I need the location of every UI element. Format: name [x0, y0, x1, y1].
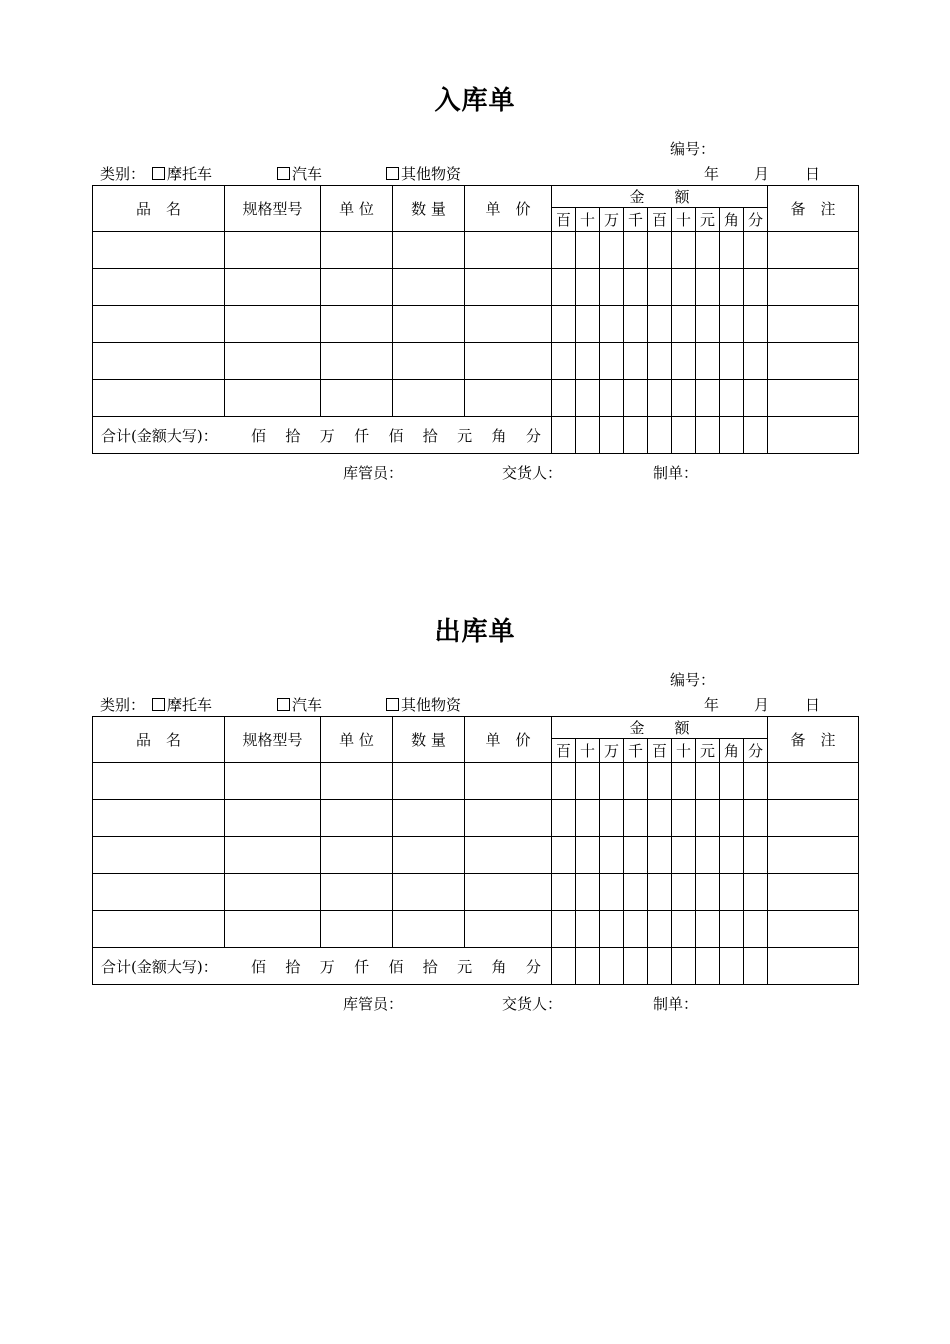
- total-digit-cell[interactable]: [648, 948, 672, 985]
- entry-cell[interactable]: [648, 306, 672, 343]
- table-row: [93, 800, 859, 837]
- header-remarks: 备 注: [768, 717, 859, 763]
- entry-cell[interactable]: [552, 232, 576, 269]
- category-option-motorcycle[interactable]: [152, 694, 212, 715]
- entry-cell[interactable]: [624, 306, 648, 343]
- entry-cell[interactable]: [465, 800, 552, 837]
- table-row: [93, 343, 859, 380]
- total-digit-cell[interactable]: [600, 417, 624, 454]
- entry-cell[interactable]: [321, 800, 393, 837]
- header-unit-price: 单 价: [465, 186, 552, 232]
- entry-cell[interactable]: [225, 343, 321, 380]
- total-unit-label: 分: [525, 426, 541, 445]
- total-amount-in-words[interactable]: [93, 417, 552, 454]
- header-quantity: 数 量: [393, 717, 465, 763]
- entry-cell[interactable]: [768, 306, 859, 343]
- entry-cell[interactable]: [576, 874, 600, 911]
- entry-cell[interactable]: [648, 380, 672, 417]
- header-amount-digit: 十: [576, 739, 600, 763]
- entry-cell[interactable]: [465, 306, 552, 343]
- total-unit-label: 佰: [388, 957, 404, 976]
- entry-cell[interactable]: [393, 874, 465, 911]
- entry-cell[interactable]: [648, 763, 672, 800]
- table-row: [93, 763, 859, 800]
- entry-cell[interactable]: [393, 232, 465, 269]
- total-unit-label: 佰: [251, 957, 267, 976]
- entry-cell[interactable]: [93, 911, 225, 948]
- header-amount-digit: 元: [696, 208, 720, 232]
- form-title: 入库单: [434, 86, 516, 116]
- entry-cell[interactable]: [393, 911, 465, 948]
- total-unit-label: 仟: [354, 426, 370, 445]
- total-digit-cell[interactable]: [552, 417, 576, 454]
- entry-cell[interactable]: [225, 911, 321, 948]
- entry-cell[interactable]: [465, 763, 552, 800]
- entry-cell[interactable]: [672, 874, 696, 911]
- entry-cell[interactable]: [768, 911, 859, 948]
- header-amount-digit: 角: [720, 208, 744, 232]
- header-item-name: 品 名: [93, 186, 225, 232]
- category-option-other-goods[interactable]: [386, 163, 461, 184]
- entry-cell[interactable]: [744, 269, 768, 306]
- entry-cell[interactable]: [720, 763, 744, 800]
- total-digit-cell[interactable]: [672, 417, 696, 454]
- checkbox-icon[interactable]: [152, 698, 165, 711]
- entry-cell[interactable]: [552, 911, 576, 948]
- entry-cell[interactable]: [600, 763, 624, 800]
- entry-cell[interactable]: [576, 837, 600, 874]
- category-option-other-goods[interactable]: [386, 694, 461, 715]
- entry-cell[interactable]: [696, 232, 720, 269]
- entry-cell[interactable]: [672, 837, 696, 874]
- category-label: 类别：: [100, 696, 146, 714]
- entry-cell[interactable]: [552, 343, 576, 380]
- total-unit-label: 角: [491, 957, 507, 976]
- entry-cell[interactable]: [321, 269, 393, 306]
- header-amount-digit: 百: [648, 208, 672, 232]
- entry-cell[interactable]: [321, 343, 393, 380]
- entry-cell[interactable]: [93, 232, 225, 269]
- entry-cell[interactable]: [576, 269, 600, 306]
- entry-cell[interactable]: [768, 874, 859, 911]
- total-digit-cell[interactable]: [720, 948, 744, 985]
- entry-cell[interactable]: [744, 343, 768, 380]
- total-digit-cell[interactable]: [552, 948, 576, 985]
- entry-cell[interactable]: [600, 232, 624, 269]
- entry-cell[interactable]: [93, 306, 225, 343]
- total-digit-cell[interactable]: [576, 417, 600, 454]
- entry-cell[interactable]: [672, 306, 696, 343]
- table-row: [93, 232, 859, 269]
- header-unit-price: 单 价: [465, 717, 552, 763]
- table-row: [93, 911, 859, 948]
- category-option-car[interactable]: [277, 694, 322, 715]
- entry-cell[interactable]: [576, 232, 600, 269]
- entry-cell[interactable]: [720, 874, 744, 911]
- total-remarks-cell[interactable]: [768, 948, 859, 985]
- header-amount-digit: 角: [720, 739, 744, 763]
- entry-cell[interactable]: [576, 343, 600, 380]
- entry-cell[interactable]: [93, 380, 225, 417]
- total-unit-label: 拾: [422, 957, 438, 976]
- entry-cell[interactable]: [624, 837, 648, 874]
- checkbox-icon[interactable]: [277, 167, 290, 180]
- form-title: 出库单: [434, 617, 516, 647]
- header-amount-digit: 百: [648, 739, 672, 763]
- entry-cell[interactable]: [393, 837, 465, 874]
- entry-cell[interactable]: [225, 800, 321, 837]
- category-option-label: 汽车: [292, 696, 323, 714]
- header-amount-digit: 分: [744, 208, 768, 232]
- date-month-label: 月: [754, 165, 770, 183]
- total-amount-in-words[interactable]: [93, 948, 552, 985]
- entry-cell[interactable]: [93, 837, 225, 874]
- entry-cell[interactable]: [321, 380, 393, 417]
- total-digit-cell[interactable]: [672, 948, 696, 985]
- entry-cell[interactable]: [465, 269, 552, 306]
- header-amount-digit: 万: [600, 739, 624, 763]
- entry-cell[interactable]: [720, 232, 744, 269]
- header-amount-digit: 千: [624, 739, 648, 763]
- entry-cell[interactable]: [225, 837, 321, 874]
- entry-cell[interactable]: [624, 911, 648, 948]
- entry-cell[interactable]: [393, 269, 465, 306]
- entry-cell[interactable]: [600, 874, 624, 911]
- deliverer-label: 交货人：: [502, 995, 563, 1013]
- entry-cell[interactable]: [552, 269, 576, 306]
- entry-cell[interactable]: [393, 306, 465, 343]
- entry-cell[interactable]: [600, 800, 624, 837]
- entry-cell[interactable]: [576, 800, 600, 837]
- entry-cell[interactable]: [465, 343, 552, 380]
- entry-cell[interactable]: [696, 874, 720, 911]
- entry-cell[interactable]: [672, 232, 696, 269]
- date-month-label: 月: [754, 696, 770, 714]
- header-amount-digit: 十: [672, 208, 696, 232]
- entry-cell[interactable]: [576, 763, 600, 800]
- entry-cell[interactable]: [465, 380, 552, 417]
- form-table: [92, 716, 859, 985]
- prepared-by-label: 制单：: [653, 995, 699, 1013]
- entry-cell[interactable]: [768, 269, 859, 306]
- header-amount-digit: 元: [696, 739, 720, 763]
- date-year-label: 年: [704, 165, 720, 183]
- entry-cell[interactable]: [225, 269, 321, 306]
- category-option-label: 摩托车: [167, 165, 213, 183]
- total-digit-cell[interactable]: [696, 948, 720, 985]
- entry-cell[interactable]: [648, 874, 672, 911]
- entry-cell[interactable]: [648, 232, 672, 269]
- entry-cell[interactable]: [720, 269, 744, 306]
- entry-cell[interactable]: [225, 763, 321, 800]
- warehouse-keeper-label: 库管员：: [343, 464, 404, 482]
- entry-cell[interactable]: [672, 911, 696, 948]
- entry-cell[interactable]: [768, 232, 859, 269]
- entry-cell[interactable]: [624, 380, 648, 417]
- header-amount: 金 额: [552, 186, 768, 208]
- total-unit-label: 拾: [285, 957, 301, 976]
- entry-cell[interactable]: [465, 232, 552, 269]
- entry-cell[interactable]: [648, 343, 672, 380]
- header-amount-digit: 十: [576, 208, 600, 232]
- entry-cell[interactable]: [465, 911, 552, 948]
- header-item-name: 品 名: [93, 717, 225, 763]
- category-option-label: 其他物资: [401, 696, 462, 714]
- table-row: [93, 380, 859, 417]
- total-label: 合计(金额大写)：: [101, 426, 218, 445]
- entry-cell[interactable]: [720, 800, 744, 837]
- total-unit-label: 仟: [354, 957, 370, 976]
- entry-cell[interactable]: [321, 837, 393, 874]
- header-unit: 单 位: [321, 186, 393, 232]
- total-unit-label: 拾: [285, 426, 301, 445]
- total-unit-label: 万: [319, 426, 335, 445]
- total-unit-label: 万: [319, 957, 335, 976]
- entry-cell[interactable]: [768, 763, 859, 800]
- date-day-label: 日: [805, 165, 821, 183]
- entry-cell[interactable]: [696, 763, 720, 800]
- entry-cell[interactable]: [744, 380, 768, 417]
- total-unit-label: 角: [491, 426, 507, 445]
- category-option-car[interactable]: [277, 163, 322, 184]
- entry-cell[interactable]: [225, 232, 321, 269]
- entry-cell[interactable]: [393, 763, 465, 800]
- entry-cell[interactable]: [93, 800, 225, 837]
- total-unit-label: 分: [525, 957, 541, 976]
- entry-cell[interactable]: [321, 232, 393, 269]
- entry-cell[interactable]: [744, 800, 768, 837]
- total-unit-label: 佰: [251, 426, 267, 445]
- entry-cell[interactable]: [321, 306, 393, 343]
- entry-cell[interactable]: [600, 837, 624, 874]
- entry-cell[interactable]: [696, 306, 720, 343]
- entry-cell[interactable]: [768, 837, 859, 874]
- entry-cell[interactable]: [672, 343, 696, 380]
- header-amount-digit: 十: [672, 739, 696, 763]
- entry-cell[interactable]: [600, 911, 624, 948]
- total-unit-label: 拾: [422, 426, 438, 445]
- entry-cell[interactable]: [624, 874, 648, 911]
- serial-number-label: 编号：: [670, 671, 716, 689]
- entry-cell[interactable]: [744, 837, 768, 874]
- header-amount-digit: 千: [624, 208, 648, 232]
- entry-cell[interactable]: [672, 763, 696, 800]
- entry-cell[interactable]: [393, 380, 465, 417]
- entry-cell[interactable]: [225, 306, 321, 343]
- total-unit-label: 元: [457, 426, 473, 445]
- entry-cell[interactable]: [696, 269, 720, 306]
- checkbox-icon[interactable]: [152, 167, 165, 180]
- entry-cell[interactable]: [552, 763, 576, 800]
- header-spec-model: 规格型号: [225, 717, 321, 763]
- entry-cell[interactable]: [648, 269, 672, 306]
- entry-cell[interactable]: [465, 874, 552, 911]
- entry-cell[interactable]: [696, 800, 720, 837]
- table-row: [93, 269, 859, 306]
- header-spec-model: 规格型号: [225, 186, 321, 232]
- entry-cell[interactable]: [624, 763, 648, 800]
- entry-cell[interactable]: [720, 306, 744, 343]
- entry-cell[interactable]: [696, 837, 720, 874]
- entry-cell[interactable]: [576, 380, 600, 417]
- entry-cell[interactable]: [696, 911, 720, 948]
- header-amount-digit: 分: [744, 739, 768, 763]
- entry-cell[interactable]: [720, 911, 744, 948]
- entry-cell[interactable]: [552, 874, 576, 911]
- entry-cell[interactable]: [624, 800, 648, 837]
- entry-cell[interactable]: [768, 380, 859, 417]
- total-remarks-cell[interactable]: [768, 417, 859, 454]
- table-row: [93, 306, 859, 343]
- header-quantity: 数 量: [393, 186, 465, 232]
- entry-cell[interactable]: [600, 306, 624, 343]
- entry-cell[interactable]: [744, 232, 768, 269]
- category-option-label: 摩托车: [167, 696, 213, 714]
- total-digit-cell[interactable]: [744, 417, 768, 454]
- total-digit-cell[interactable]: [600, 948, 624, 985]
- entry-cell[interactable]: [393, 343, 465, 380]
- entry-cell[interactable]: [93, 269, 225, 306]
- prepared-by-label: 制单：: [653, 464, 699, 482]
- total-digit-cell[interactable]: [624, 417, 648, 454]
- checkbox-icon[interactable]: [386, 698, 399, 711]
- header-remarks: 备 注: [768, 186, 859, 232]
- table-row: [93, 874, 859, 911]
- entry-cell[interactable]: [768, 343, 859, 380]
- entry-cell[interactable]: [672, 269, 696, 306]
- entry-cell[interactable]: [720, 380, 744, 417]
- entry-cell[interactable]: [93, 343, 225, 380]
- entry-cell[interactable]: [624, 232, 648, 269]
- warehouse-keeper-label: 库管员：: [343, 995, 404, 1013]
- checkbox-icon[interactable]: [386, 167, 399, 180]
- total-digit-cell[interactable]: [744, 948, 768, 985]
- form-table: [92, 185, 859, 454]
- category-option-label: 其他物资: [401, 165, 462, 183]
- entry-cell[interactable]: [672, 800, 696, 837]
- total-digit-cell[interactable]: [696, 417, 720, 454]
- entry-cell[interactable]: [648, 911, 672, 948]
- entry-cell[interactable]: [552, 800, 576, 837]
- entry-cell[interactable]: [720, 837, 744, 874]
- entry-cell[interactable]: [720, 343, 744, 380]
- entry-cell[interactable]: [576, 306, 600, 343]
- entry-cell[interactable]: [696, 380, 720, 417]
- header-amount: 金 额: [552, 717, 768, 739]
- total-unit-label: 佰: [388, 426, 404, 445]
- checkbox-icon[interactable]: [277, 698, 290, 711]
- entry-cell[interactable]: [696, 343, 720, 380]
- entry-cell[interactable]: [321, 763, 393, 800]
- entry-cell[interactable]: [552, 306, 576, 343]
- total-unit-label: 元: [457, 957, 473, 976]
- category-label: 类别：: [100, 165, 146, 183]
- serial-number-label: 编号：: [670, 140, 716, 158]
- total-digit-cell[interactable]: [576, 948, 600, 985]
- entry-cell[interactable]: [552, 837, 576, 874]
- entry-cell[interactable]: [744, 763, 768, 800]
- entry-cell[interactable]: [93, 763, 225, 800]
- header-unit: 单 位: [321, 717, 393, 763]
- entry-cell[interactable]: [744, 874, 768, 911]
- entry-cell[interactable]: [744, 306, 768, 343]
- entry-cell[interactable]: [321, 874, 393, 911]
- entry-cell[interactable]: [600, 269, 624, 306]
- entry-cell[interactable]: [93, 874, 225, 911]
- header-amount-digit: 万: [600, 208, 624, 232]
- header-amount-digit: 百: [552, 208, 576, 232]
- entry-cell[interactable]: [600, 343, 624, 380]
- total-label: 合计(金额大写)：: [101, 957, 218, 976]
- category-option-label: 汽车: [292, 165, 323, 183]
- entry-cell[interactable]: [744, 911, 768, 948]
- entry-cell[interactable]: [648, 837, 672, 874]
- entry-cell[interactable]: [624, 269, 648, 306]
- entry-cell[interactable]: [600, 380, 624, 417]
- total-digit-cell[interactable]: [624, 948, 648, 985]
- entry-cell[interactable]: [552, 380, 576, 417]
- entry-cell[interactable]: [225, 874, 321, 911]
- deliverer-label: 交货人：: [502, 464, 563, 482]
- date-year-label: 年: [704, 696, 720, 714]
- entry-cell[interactable]: [393, 800, 465, 837]
- entry-cell[interactable]: [648, 800, 672, 837]
- date-day-label: 日: [805, 696, 821, 714]
- total-digit-cell[interactable]: [648, 417, 672, 454]
- table-row: [93, 837, 859, 874]
- entry-cell[interactable]: [768, 800, 859, 837]
- header-amount-digit: 百: [552, 739, 576, 763]
- entry-cell[interactable]: [624, 343, 648, 380]
- entry-cell[interactable]: [321, 911, 393, 948]
- category-option-motorcycle[interactable]: [152, 163, 212, 184]
- entry-cell[interactable]: [576, 911, 600, 948]
- entry-cell[interactable]: [672, 380, 696, 417]
- total-digit-cell[interactable]: [720, 417, 744, 454]
- entry-cell[interactable]: [225, 380, 321, 417]
- entry-cell[interactable]: [465, 837, 552, 874]
